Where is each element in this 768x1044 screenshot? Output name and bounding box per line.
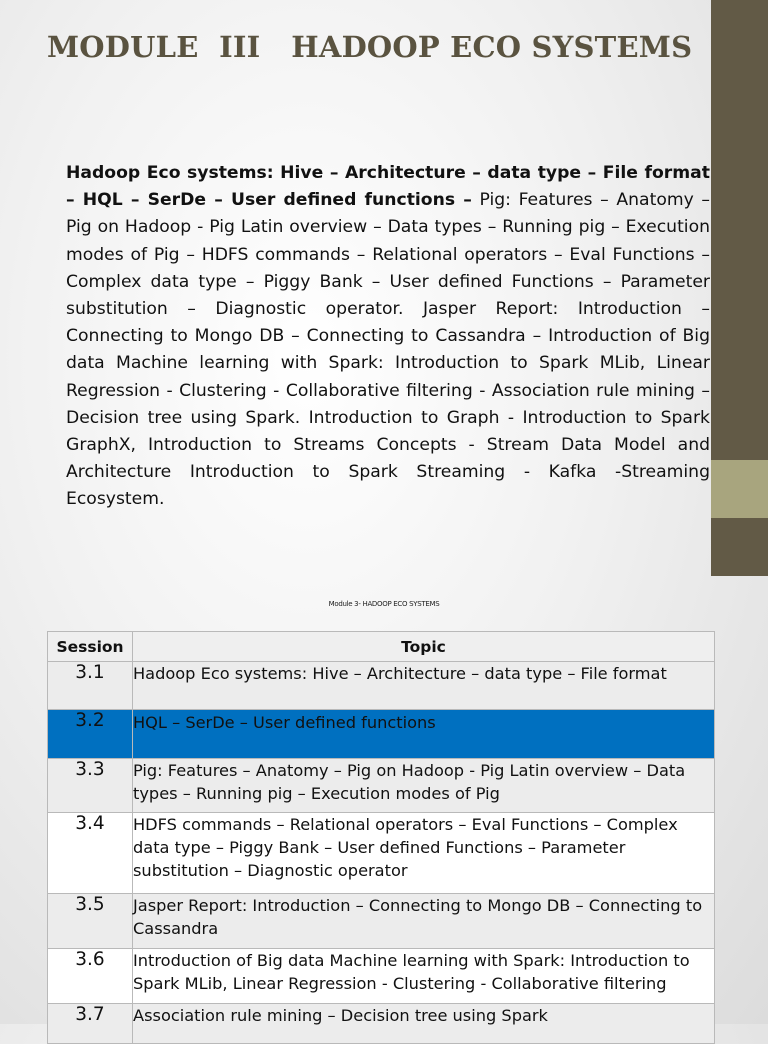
session-cell: 3.5 (48, 894, 133, 949)
overview-text: Pig: Features – Anatomy – Pig on Hadoop - Pig Latin overview – Data types – Running pig – Execution modes of Pig – HDFS commands – Relational operators – Eval Functions – Complex data type – Piggy Bank – User defined Functions – Parameter substitution – Diagnostic operator. Jasper Report: Introduction – Connecting to Mongo DB – Connecting to Cassandra – Introduction of Big data Machine learning with Spark: Introduction to Spark MLib, Linear Regression - Clustering - Collaborative filtering - Association rule mining – Decision tree using Spark. Introduction to Graph - Introduction to Spark GraphX, Introduction to Streams Concepts - Stream Data Model and Architecture Introduction to Spark Streaming - Kafka -Streaming Ecosystem. (66, 190, 710, 510)
topic-cell: Introduction of Big data Machine learning with Spark: Introduction to Spark MLib, Linear Regression - Clustering - Collaborative filtering (133, 949, 715, 1004)
session-cell: 3.7 (48, 1004, 133, 1044)
topic-cell: Pig: Features – Anatomy – Pig on Hadoop - Pig Latin overview – Data types – Running pig – Execution modes of Pig (133, 759, 715, 813)
session-column-header: Session (48, 632, 133, 662)
table-row (48, 759, 715, 813)
table-caption: Module 3- HADOOP ECO SYSTEMS (328, 600, 440, 608)
table-row (48, 813, 715, 894)
session-topic-table (47, 631, 715, 1044)
session-cell: 3.1 (48, 662, 133, 710)
table-row (48, 662, 715, 710)
table-row (48, 894, 715, 949)
module-overview (66, 160, 710, 514)
topic-column-header: Topic (133, 632, 715, 662)
topic-cell: Jasper Report: Introduction – Connecting to Mongo DB – Connecting to Cassandra (133, 894, 715, 949)
topic-cell: HDFS commands – Relational operators – Eval Functions – Complex data type – Piggy Bank – User defined Functions – Parameter substitution – Diagnostic operator (133, 813, 715, 894)
topic-cell: Association rule mining – Decision tree using Spark (133, 1004, 715, 1044)
topic-cell: HQL – SerDe – User defined functions (133, 710, 715, 759)
session-cell: 3.3 (48, 759, 133, 813)
slide-title: MODULE III HADOOP ECO SYSTEMS (47, 30, 693, 64)
table-header-row (48, 632, 715, 662)
table-row (48, 949, 715, 1004)
overview-bold-text: Hadoop Eco systems: Hive – Architecture – data type – File format – HQL – SerDe – User defined functions – (66, 163, 710, 211)
session-cell: 3.2 (48, 710, 133, 759)
table-row-selected (48, 710, 715, 759)
session-cell: 3.4 (48, 813, 133, 894)
side-decor-accent (711, 460, 768, 518)
session-cell: 3.6 (48, 949, 133, 1004)
topic-cell: Hadoop Eco systems: Hive – Architecture – data type – File format (133, 662, 715, 710)
